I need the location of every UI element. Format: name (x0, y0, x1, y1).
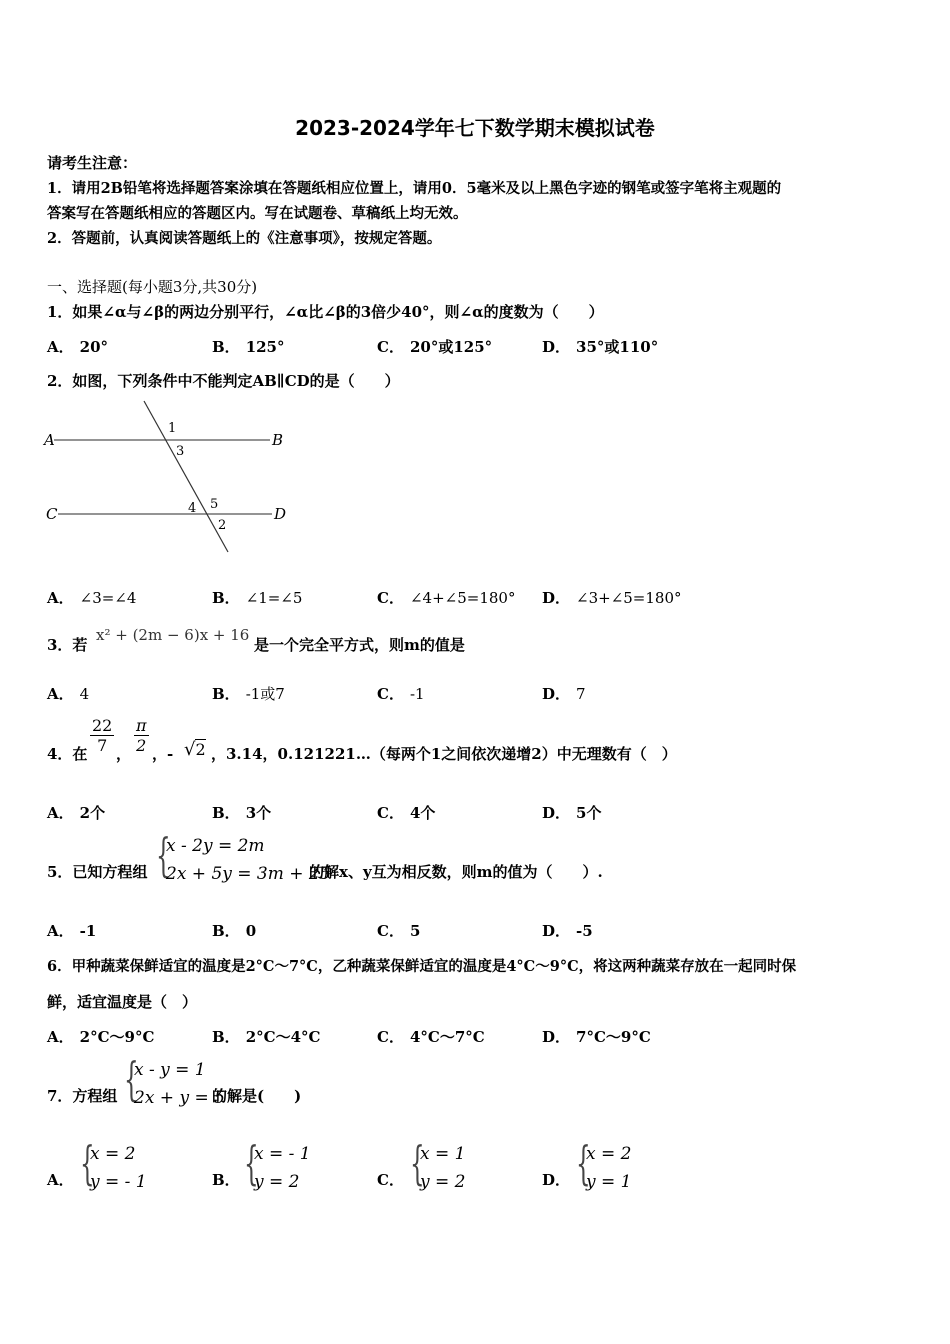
q1-option-a: A． 20° (47, 338, 109, 356)
q6-stem-line-2: 鲜，适宜温度是（ ） (47, 993, 198, 1011)
q3-option-c: C． -1 (377, 685, 425, 703)
q1-option-c: C． 20°或125° (377, 338, 493, 356)
angle-4: 4 (188, 501, 197, 516)
q4-option-d: D． 5个 (542, 804, 602, 822)
q6-option-d: D． 7°C～9°C (542, 1028, 651, 1046)
q4-rest: ，3.14，0.121221…（每两个1之间依次递增2）中无理数有（ ） (211, 745, 677, 763)
q5-option-b: B． 0 (212, 922, 257, 940)
q4-option-c: C． 4个 (377, 804, 436, 822)
q7-prefix: 7．方程组 (47, 1087, 118, 1105)
q4-fraction-pi-2: $\frac{\pi}{2}$ (136, 716, 147, 755)
angle-1: 1 (168, 421, 177, 436)
exam-page: 2023-2024学年七下数学期末模拟试卷 请考生注意： 1．请用2B铅笔将选择题答案涂填在答题纸相应位置上，请用0．5毫米及以上黑色字迹的钢笔或签字笔将主观题的 答案写在答题纸相应的答题区内。写在试题卷、草稿纸上均无效。 2．答题前，认真阅读答题纸上的《注意事项》，按规定答题。 一、选择题(每小题3分,共30分) 1．如果∠α与∠β的两边分别平行，∠α比∠β的3倍少40°，则∠α的度数为（ ） A． 20° B． 125° C． 20°或125° D． 35°或110° 2．如图，下列条件中不能判定AB∥CD的是（ ） A B C D 1 3 4 5 2 A． ∠3=∠4 B． ∠1=∠5 C． ∠4+∠5=180° D． ∠3+∠5=180° 3．若 x² + (2m − 6)x + 16 是一个完全平方式，则m的值是 A． 4 B． -1或7 C． -1 D． 7 4．在 $\frac{22}{7}$ ， $\frac{\pi}{2}$ ，- √2 ，3.14，0.121221…（每两个1之间依次递增2）中无理数有（ ） A． 2个 B． 3个 C． 4个 D． 5个 5．已知方程组 { x - 2y = 2m 2x + 5y = 3m + 25 的解x、y互为相反数，则m的值为（ ）. A． -1 B． 0 C． 5 D． -5 6．甲种蔬菜保鲜适宜的温度是2°C～7°C，乙种蔬菜保鲜适宜的温度是4°C～9°C，将这两种蔬菜存放在一起同时保 鲜，适宜温度是（ ） A． 2°C～9°C B． 2°C～4°C C． 4°C～7°C D． 7°C～9°C 7．方程组 { x - y = 1 2x + y = 5 的解是( ) A． { x = 2 y = - 1 B． { x = - 1 y = 2 C． { x = 1 y = 2 D． { x = 2 y = 1 (0, 0, 950, 1344)
notice-line-2: 2．答题前，认真阅读答题纸上的《注意事项》，按规定答题。 (47, 230, 442, 247)
q6-option-b: B． 2°C～4°C (212, 1028, 321, 1046)
q4-fraction-22-7: $\frac{22}{7}$ (92, 716, 113, 755)
q3-prefix: 3．若 (47, 636, 88, 654)
q5-prefix: 5．已知方程组 (47, 863, 148, 881)
label-c: C (46, 505, 58, 523)
notice-line-1: 1．请用2B铅笔将选择题答案涂填在答题纸相应位置上，请用0．5毫米及以上黑色字迹的钢笔或签字笔将主观题的 (47, 180, 782, 197)
q7-option-c-label: C． (377, 1171, 404, 1189)
label-b: B (272, 431, 284, 449)
angle-3: 3 (176, 444, 185, 459)
page-title: 2023-2024学年七下数学期末模拟试卷 (295, 116, 655, 140)
q1-option-b: B． 125° (212, 338, 285, 356)
transversal (144, 401, 228, 552)
q3-suffix: 是一个完全平方式，则m的值是 (254, 636, 465, 654)
q6-option-c: C． 4°C～7°C (377, 1028, 485, 1046)
q2-figure (40, 395, 300, 560)
q3-option-b: B． -1或7 (212, 685, 285, 703)
section-heading: 一、选择题(每小题3分,共30分) (47, 278, 258, 296)
q4-neg: ，- (152, 745, 174, 763)
angle-2: 2 (218, 518, 227, 533)
notice-heading: 请考生注意： (47, 154, 138, 172)
label-d: D (274, 505, 287, 523)
q3-expression: x² + (2m − 6)x + 16 (96, 626, 250, 644)
q4-option-b: B． 3个 (212, 804, 272, 822)
q6-stem-line-1: 6．甲种蔬菜保鲜适宜的温度是2°C～7°C，乙种蔬菜保鲜适宜的温度是4°C～9°C，将这两种蔬菜存放在一起同时保 (47, 958, 797, 975)
q2-option-b: B． ∠1=∠5 (212, 589, 303, 607)
q2-option-a: A． ∠3=∠4 (47, 589, 137, 607)
q7-option-b-label: B． (212, 1171, 240, 1189)
q3-option-a: A． 4 (47, 685, 90, 703)
q2-option-d: D． ∠3+∠5=180° (542, 589, 682, 607)
q3-option-d: D． 7 (542, 685, 586, 703)
q1-option-d: D． 35°或110° (542, 338, 659, 356)
q7-suffix: 的解是( ) (212, 1087, 302, 1105)
q7-option-d-label: D． (542, 1171, 571, 1189)
q4-sqrt: √2 (184, 739, 206, 760)
q5-suffix: 的解x、y互为相反数，则m的值为（ ）. (309, 863, 603, 881)
q4-prefix: 4．在 (47, 745, 88, 763)
q6-option-a: A． 2°C～9°C (47, 1028, 155, 1046)
q4-comma: ， (116, 745, 132, 763)
q5-option-c: C． 5 (377, 922, 421, 940)
q1-stem: 1．如果∠α与∠β的两边分别平行，∠α比∠β的3倍少40°，则∠α的度数为（ ） (47, 303, 604, 321)
q4-option-a: A． 2个 (47, 804, 106, 822)
q7-option-a-label: A． (47, 1171, 74, 1189)
notice-line-1b: 答案写在答题纸相应的答题区内。写在试题卷、草稿纸上均无效。 (47, 205, 468, 222)
label-a: A (44, 431, 55, 449)
q5-option-a: A． -1 (47, 922, 97, 940)
angle-5: 5 (210, 497, 219, 512)
q2-option-c: C． ∠4+∠5=180° (377, 589, 516, 607)
q5-option-d: D． -5 (542, 922, 593, 940)
q2-stem: 2．如图，下列条件中不能判定AB∥CD的是（ ） (47, 372, 400, 390)
